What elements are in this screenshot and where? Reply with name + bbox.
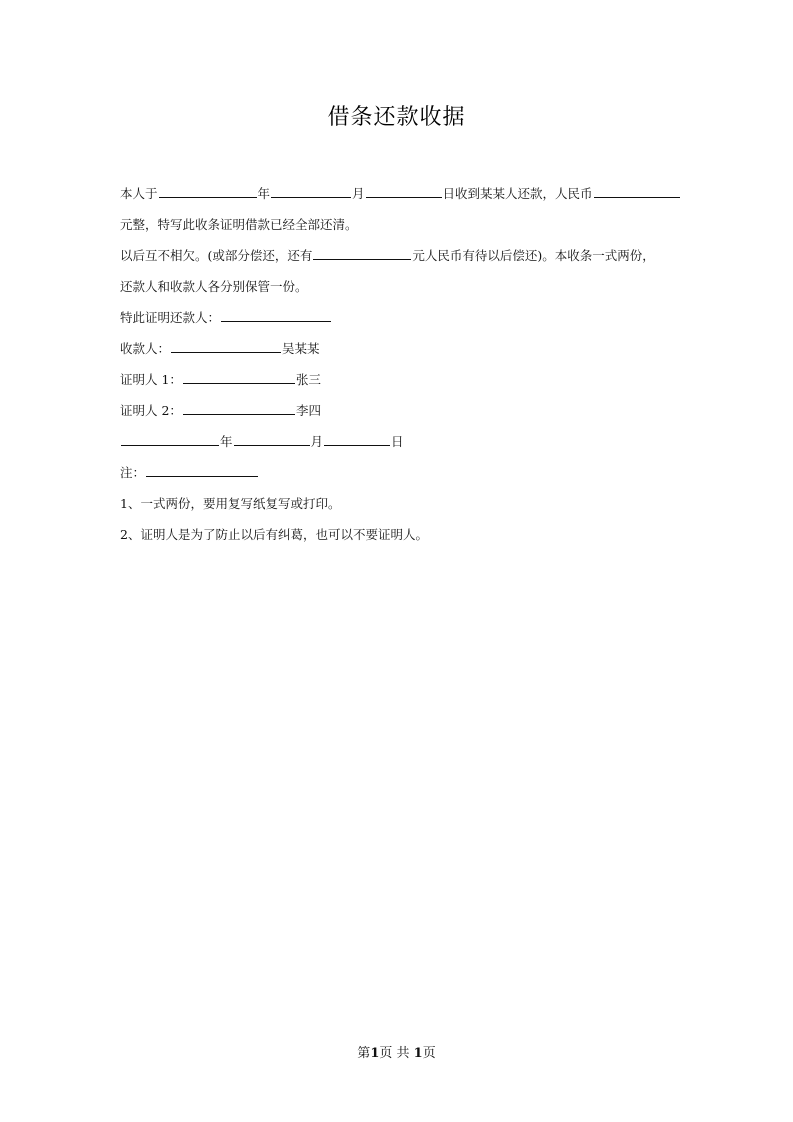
paragraph-line bbox=[120, 338, 680, 369]
paragraph-line bbox=[120, 214, 680, 245]
text-segment: 月 bbox=[310, 434, 324, 449]
page-footer bbox=[0, 1042, 793, 1061]
text-segment: 年 bbox=[257, 186, 271, 201]
text-segment: 特此证明还款人： bbox=[120, 310, 221, 325]
text-segment: 元人民币有待以后偿还)。本收条一式两份， bbox=[412, 248, 655, 263]
text-segment: 年 bbox=[220, 434, 233, 449]
text-segment: 证明人 2： bbox=[120, 403, 182, 418]
paragraph-line bbox=[120, 400, 680, 431]
text-segment: 注： bbox=[120, 465, 146, 480]
blank-field-payer bbox=[221, 307, 331, 322]
paragraph-line bbox=[120, 431, 680, 462]
blank-field-payee bbox=[171, 338, 281, 353]
blank-field-day bbox=[366, 183, 442, 198]
text-segment: 收款人： bbox=[120, 341, 171, 356]
paragraph-line bbox=[120, 245, 680, 276]
text-segment: 2、证明人是为了防止以后有纠葛，也可以不要证明人。 bbox=[120, 527, 428, 542]
blank-field-day bbox=[324, 431, 390, 446]
text-segment: 日 bbox=[391, 434, 404, 449]
text-segment: 1、一式两份，要用复写纸复写或打印。 bbox=[120, 496, 341, 511]
text-segment: 日收到某某人还款，人民币 bbox=[442, 186, 593, 201]
paragraph-line bbox=[120, 524, 680, 555]
paragraph-line bbox=[120, 183, 680, 214]
blank-field-month bbox=[234, 431, 310, 446]
blank-field-date bbox=[159, 183, 257, 198]
paragraph-line bbox=[120, 462, 680, 493]
paragraph-line bbox=[120, 369, 680, 400]
text-segment: 以后互不相欠。(或部分偿还，还有 bbox=[120, 248, 313, 263]
blank-field-witness-1 bbox=[183, 369, 295, 384]
text-segment: 本人于 bbox=[120, 186, 158, 201]
blank-field-month bbox=[271, 183, 351, 198]
text-segment: 李四 bbox=[295, 403, 321, 418]
text-segment: 月 bbox=[352, 186, 365, 201]
document-body bbox=[120, 183, 680, 555]
footer-text: 页 bbox=[422, 1046, 436, 1061]
page-number: 1 bbox=[370, 1046, 380, 1061]
text-segment: 吴某某 bbox=[282, 341, 320, 356]
blank-field-amount bbox=[594, 183, 680, 198]
page-total: 1 bbox=[413, 1046, 423, 1061]
blank-field-year bbox=[121, 431, 219, 446]
blank-field-witness-2 bbox=[183, 400, 295, 415]
footer-text: 页 共 bbox=[379, 1046, 410, 1061]
blank-field-remaining bbox=[313, 245, 411, 260]
paragraph-line bbox=[120, 276, 680, 307]
text-segment: 元整，特写此收条证明借款已经全部还清。 bbox=[120, 217, 358, 232]
text-segment: 证明人 1： bbox=[120, 372, 182, 387]
document-title: 借条还款收据 bbox=[327, 105, 466, 130]
blank-field-note bbox=[146, 462, 258, 477]
paragraph-line bbox=[120, 493, 680, 524]
paragraph-line bbox=[120, 307, 680, 338]
text-segment: 张三 bbox=[295, 372, 321, 387]
footer-text: 第 bbox=[357, 1046, 371, 1061]
text-segment: 还款人和收款人各分别保管一份。 bbox=[120, 279, 308, 294]
